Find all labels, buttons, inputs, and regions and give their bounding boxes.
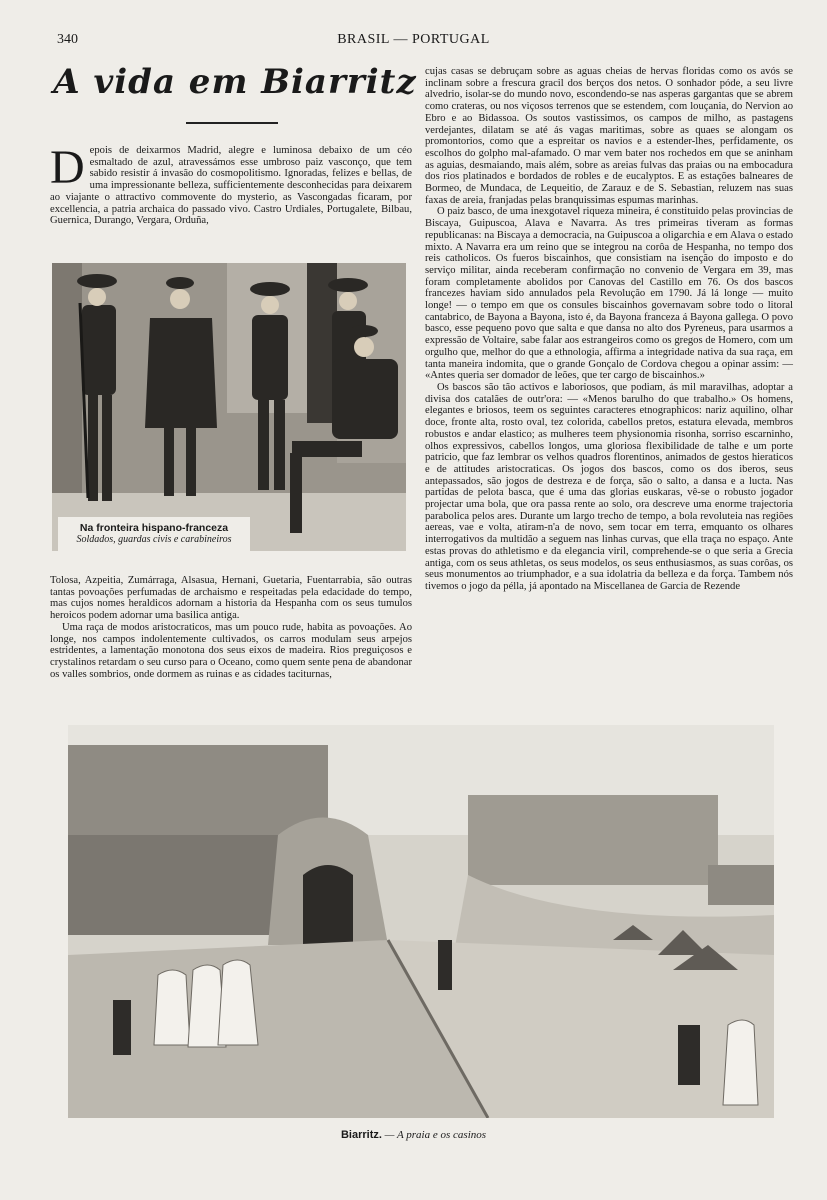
title-rule (186, 122, 278, 124)
paragraph-1-text: epois de deixarmos Madrid, alegre e luminosa debaixo de um céo esmaltado de azul, atravessámos esse umbroso paiz vasconço, que tem sabido resistir á invasão do cosmopolitismo. Ignoradas, felizes e bellas, de uma impressionante belleza, sufficientemente desconhecidas para deixarem ao viajante o attractivo commovente do mysterio, as Vascongadas ficaram, por excellencia, a patria archaica do passado vivo. Castro Urdiales, Portugalete, Bilbau, Guernica, Durango, Vergara, Orduña, (50, 145, 412, 227)
beach-caption (0, 1129, 827, 1141)
beach-caption-title: Biarritz. (340, 1129, 382, 1141)
left-column-top (50, 141, 412, 227)
soldiers-photo (52, 263, 406, 551)
paragraph-3: O paiz basco, de uma inexgotavel riqueza mineira, é constituido pelas provincias de Biscaya, Guipuscoa, Alava e Navarra. As tres primeiras tiveram as formas republicanas: na Biscaya a democracia, na Guipuscoa a oligarchia e em Alava o estado mixto. A Navarra era um reino que se integrou na corôa de Hespanha, no tempo dos reis catholicos. Os fueros biscainhos, que consistiam na isenção do imposto e do serviço militar, ainda receberam confirmação no convenio de Vergara em 39, mas foram completamente abolidos por Canovas del Castillo em 76. Os dos bascos francezes haviam sido annulados pela Revolução em 1790. Já lá longe — muito longe! — o tempo em que os consules biscainhos governavam sobre todo o litoral cantabrico, de Bayona a Bayona, isto é, da Bayona franceza á Bayona gallega. O povo basco, esse pequeno povo que salta e que dansa no alto dos Pyreneus, para usarmos a expressão de Voltaire, sabe falar aos estrangeiros como os gregos de Homero, com um orgulho que, melhor do que a ethnologia, affirma a integridade nativa da sua raça, em tanta maneira indomita, que o grande Gonçalo de Cordova chegou a opinar assim: — «Antes queria ser domador de leões, que ter cargo de biscainhos.» (425, 206, 793, 382)
left-column-bottom (50, 575, 412, 680)
soldiers-caption-title: Na fronteira hispano-franceza (79, 522, 229, 534)
beach-photo (68, 725, 774, 1118)
paragraph-1-continued: Tolosa, Azpeitia, Zumárraga, Alsasua, Hernani, Guetaria, Fuentarrabia, são outras tantas povoações perfumadas de archaismo e respeitadas pela edacidade do tempo, mas cujos nomes heraldicos adornam a historia da Hespanha com os seus tumulos heroicos podem adornar uma basilica antiga. (50, 575, 412, 622)
soldiers-caption (58, 517, 250, 551)
soldiers-illustration (52, 263, 406, 551)
running-head: BRASIL — PORTUGAL (337, 32, 490, 47)
biarritz-beach-illustration (68, 725, 774, 1118)
paragraph-4: Os bascos são tão activos e laboriosos, que podiam, ás mil maravilhas, adoptar a divisa dos catalães de outr'ora: — «Menos barulho do que trabalho.» Os homens, elegantes e briosos, teem os seguintes caracteres etnographicos: nariz aquilino, olhar doce, fronte alta, rosto oval, tez colorida, cabellos pretos, estatura elevada, membros robustos e andar elastico; as mulheres teem physionomia risonha, sorriso escarninho, olhos expressivos, cabellos longos, uma gloriosa flexibilidade de talhe e um porte patricio, que faz lembrar os velhos quadros florentinos, animados de gestos hieraticos e de attitudes aristocraticas. Os jogos dos bascos, como os dos iberos, seus antepassados, são jogos de destreza e de força, são o salto, a dansa e a lucta. Nas partidas de pelota basca, que é uma das glorias euskaras, vê-se o robusto jogador projectar uma bola, que ora passa rente ao solo, ora descreve uma enorme trajectoria parabolica pelos ares. Durante um largo trecho de tempo, a bola revoluteia nas regiões aereas, vae e volta, atiram-n'a de novo, sem tocar em terra, emquanto os olhares interrogativos da multidão a seguem nas linhas curvas, que ella traça no espaço. Ante estas provas do athletismo e da elegancia viril, comprehende-se o que seria a Grecia antiga, com os seus athletas, os seus modelos, os seus enthusiasmos, as suas corôas, os seus monumentos ao triumphador, e a sua idolatria da belleza e da força. Tambem nós tivemos o jogo da pélla, já apontado na Miscellanea de Garcia de Rezende (425, 381, 793, 592)
page-number: 340 (57, 32, 78, 47)
soldiers-caption-subtitle: Soldados, guardas civis e carabineiros (76, 534, 232, 545)
beach-caption-subtitle: — A praia e os casinos (384, 1129, 487, 1141)
article-title: A vida em Biarritz (53, 62, 417, 102)
right-column (425, 66, 793, 593)
paragraph-1 (50, 141, 412, 227)
paragraph-2-continued: cujas casas se debruçam sobre as aguas cheias de hervas floridas como os avós se inclinam sobre a frescura gracil dos berços dos netos. O sonhador póde, a seu livre alvedrio, isolar-se do mundo novo, escondendo-se nas asperas gargantas que se abrem como crateras, ou nos viçosos terrenos que se estendem, com louçania, do Nervion ao Ebro e ao Bidassoa. Os soutos vastissimos, os campos de milho, as pastagens verdejantes, dilatam se até ás vagas maritimas, sobre as quaes se alongam os promontorios, como que a espreitar os navios e a estender-lhes, perfidamente, os escolhos do golpho mal-afamado. O mar vem bater nos rochedos em que se aninham as aguias, desmaiando, mais além, sobre as areias fulvas das praias ou na embocadura dos rios platinados e bordados de robles e de eucalyptos. E as estações balneares de Bormeo, de Mundaca, de Lequeitio, de Zarauz e de S. Sebastian, reluzem nas suas faxas de areia, franjadas pelas branquissimas espumas marinhas. (425, 66, 793, 206)
dropcap: D (50, 141, 85, 194)
paragraph-2: Uma raça de modos aristocraticos, mas um pouco rude, habita as povoações. Ao longe, nos campos indolentemente cultivados, os carros modulam seus arpejos estridentes, a lamentação monotona dos seus eixos de madeira. Rios preguiçosos e crystalinos retardam o seu curso para o Oceano, como quem sente pena de abandonar os valles sombrios, onde dormem as ruinas e as cidades taciturnas, (50, 621, 412, 680)
